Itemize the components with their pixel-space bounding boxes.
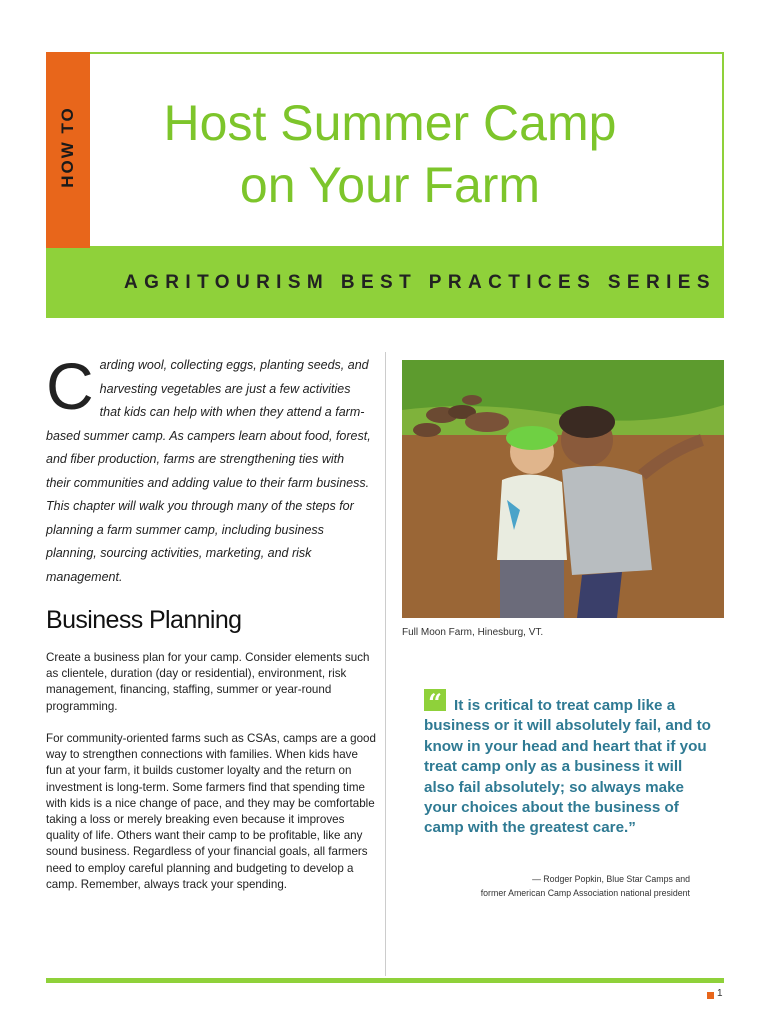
photo-caption: Full Moon Farm, Hinesburg, VT.: [402, 627, 544, 638]
page-title: [100, 92, 680, 216]
title-line-2: on Your Farm: [239, 157, 541, 213]
paragraph-2-text: For community-oriented farms such as CSAs, camps are a good way to strengthen connections with families. When kids have fun at your farm, it builds customer loyalty and the return on investment is long-term. Some farmers find that spending time with kids is a nice change of pace, and they may be comfortable taking a loss or merely breaking even because it improves quality of life. Others want their camp to be profitable, like any sound business. Regardless of your financial goals, all farmers need to employ careful planning and budgeting to develop a camp. Remember, always track your spending.: [46, 732, 376, 891]
how-to-label: HOW TO: [58, 106, 77, 188]
how-to-tab: [46, 52, 90, 248]
farm-photo: [402, 360, 724, 618]
body-paragraph-2: [46, 731, 376, 893]
quote-mark-icon: “: [424, 689, 446, 711]
quote-attribution-line-1: — Rodger Popkin, Blue Star Camps and: [532, 874, 690, 884]
body-paragraph-1: [46, 650, 376, 715]
title-line-1: Host Summer Camp: [163, 95, 617, 151]
section-heading: Business Planning: [46, 606, 242, 634]
intro-paragraph: [46, 349, 371, 589]
pull-quote: It is critical to treat camp like a business or it will absolutely fail, and to know in your head and heart that if you treat camp only as a business it will also fail absolutely; so always make your choices about the business of camp with the greatest care.”: [424, 697, 711, 837]
page-marker-icon: [707, 992, 714, 999]
intro-text: arding wool, collecting eggs, planting seeds, and harvesting vegetables are just a few activities that kids can help with when they attend a farm-based summer camp. As campers learn about food, forest, and fiber production, farms are strengthening ties with their communities and adding value to their farm business. This chapter will walk you through many of the steps for planning a farm summer camp, including business planning, sourcing activities, marketing, and risk management.: [46, 358, 371, 584]
paragraph-1-text: Create a business plan for your camp. Consider elements such as clientele, duration (day or residential), environment, risk management, financing, staffing, summer or year-round programming.: [46, 651, 370, 713]
quote-attribution-line-2: former American Camp Association national president: [480, 888, 690, 898]
page-number: 1: [717, 988, 723, 999]
series-label: AGRITOURISM BEST PRACTICES SERIES: [124, 272, 716, 293]
footer-rule: [46, 978, 724, 983]
series-band: [46, 248, 724, 318]
drop-cap: C: [46, 349, 94, 423]
